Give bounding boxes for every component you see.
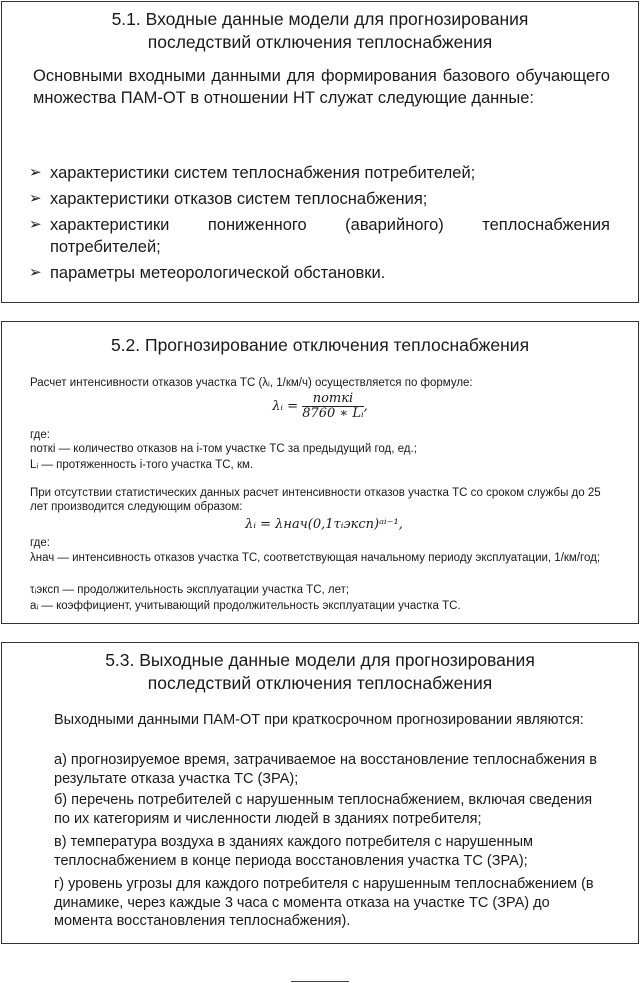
list-item — [29, 214, 610, 258]
title-line-2: последствий отключения теплоснабжения — [147, 32, 493, 52]
definition-L: Lᵢ — протяженность i-того участка ТС, км. — [30, 459, 254, 471]
formula-intro: Расчет интенсивности отказов участка ТС (λᵢ, 1/км/ч) осуществляется по формуле: — [30, 377, 473, 389]
list-item: б) перечень потребителей с нарушенным теплоснабжением, включая сведения по их категориям и численности людей в зданиях потребителя; — [54, 792, 593, 827]
arrow-bullet-icon: ➢ — [29, 164, 42, 181]
list-item: в) температура воздуха в зданиях каждого потребителя с нарушенным теплоснабжением в конце периода восстановления участка ТС (ЗРА); — [54, 834, 533, 869]
list-item — [29, 262, 610, 284]
title-line-2: последствий отключения теплоснабжения — [147, 673, 493, 693]
intro-paragraph: Основными входными данными для формирования базового обучающего множества ПАМ-ОТ в отношении НТ служат следующие данные: — [33, 67, 610, 107]
slide-title — [2, 8, 638, 54]
slide-input-data — [1, 1, 639, 303]
list-item — [29, 188, 610, 210]
where-label: где: — [30, 537, 50, 549]
formula-lhs: λᵢ = — [272, 399, 299, 414]
definition-lambda: λнач — интенсивность отказов участка ТС, соответствующая начальному периоду эксплуатации, 1/км/год; — [30, 552, 601, 564]
slide-output-data — [1, 642, 639, 944]
fraction-denominator: 8760 ∗ Lᵢ — [302, 406, 364, 421]
list-item — [29, 162, 610, 184]
list-item: а) прогнозируемое время, затрачиваемое на восстановление теплоснабжения в результате отказа участка ТС (ЗРА); — [54, 752, 597, 787]
list-item-text: характеристики систем теплоснабжения потребителей; — [50, 164, 476, 182]
arrow-bullet-icon: ➢ — [29, 264, 42, 281]
arrow-bullet-icon: ➢ — [29, 216, 42, 233]
list-item-text: характеристики отказов систем теплоснабжения; — [50, 190, 428, 208]
definition-n: nоткі — количество отказов на i-том участке ТС за предыдущий год, ед.; — [30, 443, 417, 455]
definition-tau: τᵢэксп — продолжительность эксплуатации участка ТС, лет; — [30, 584, 350, 596]
fraction-numerator: nоткі — [302, 392, 363, 407]
paragraph-no-statistics: При отсутствии статистических данных расчет интенсивности отказов участка ТС со сроком службы до 25 лет производится следующим образом: — [30, 487, 601, 513]
formula-tail: , — [363, 399, 368, 414]
slide-title — [2, 649, 638, 695]
slide-forecasting — [1, 321, 639, 624]
footer-divider — [291, 981, 349, 982]
definition-a: aᵢ — коэффициент, учитывающий продолжительность эксплуатации участка ТС. — [30, 600, 461, 612]
list-item-text: параметры метеорологической обстановки. — [50, 264, 386, 282]
slide-title: 5.2. Прогнозирование отключения теплоснабжения — [110, 335, 530, 355]
formula-1 — [162, 392, 478, 421]
formula-2: λᵢ = λнач(0,1τᵢэксп)ᵃⁱ⁻¹, — [245, 517, 403, 532]
bullet-list — [29, 162, 610, 288]
formula-fraction — [302, 392, 363, 421]
list-item-text: характеристики пониженного (аварийного) теплоснабжения потребителей; — [50, 216, 610, 256]
list-item: г) уровень угрозы для каждого потребителя с нарушенным теплоснабжением (в динамике, через каждые 3 часа с момента отказа на участке ТС (ЗРА) до момента восстановления теплоснабжения). — [54, 876, 594, 929]
arrow-bullet-icon: ➢ — [29, 190, 42, 207]
title-line-1: 5.1. Входные данные модели для прогнозирования — [111, 9, 529, 29]
intro-paragraph: Выходными данными ПАМ-ОТ при краткосрочном прогнозировании являются: — [54, 712, 584, 728]
title-line-1: 5.3. Выходные данные модели для прогнозирования — [105, 650, 535, 670]
where-label: где: — [30, 429, 50, 441]
